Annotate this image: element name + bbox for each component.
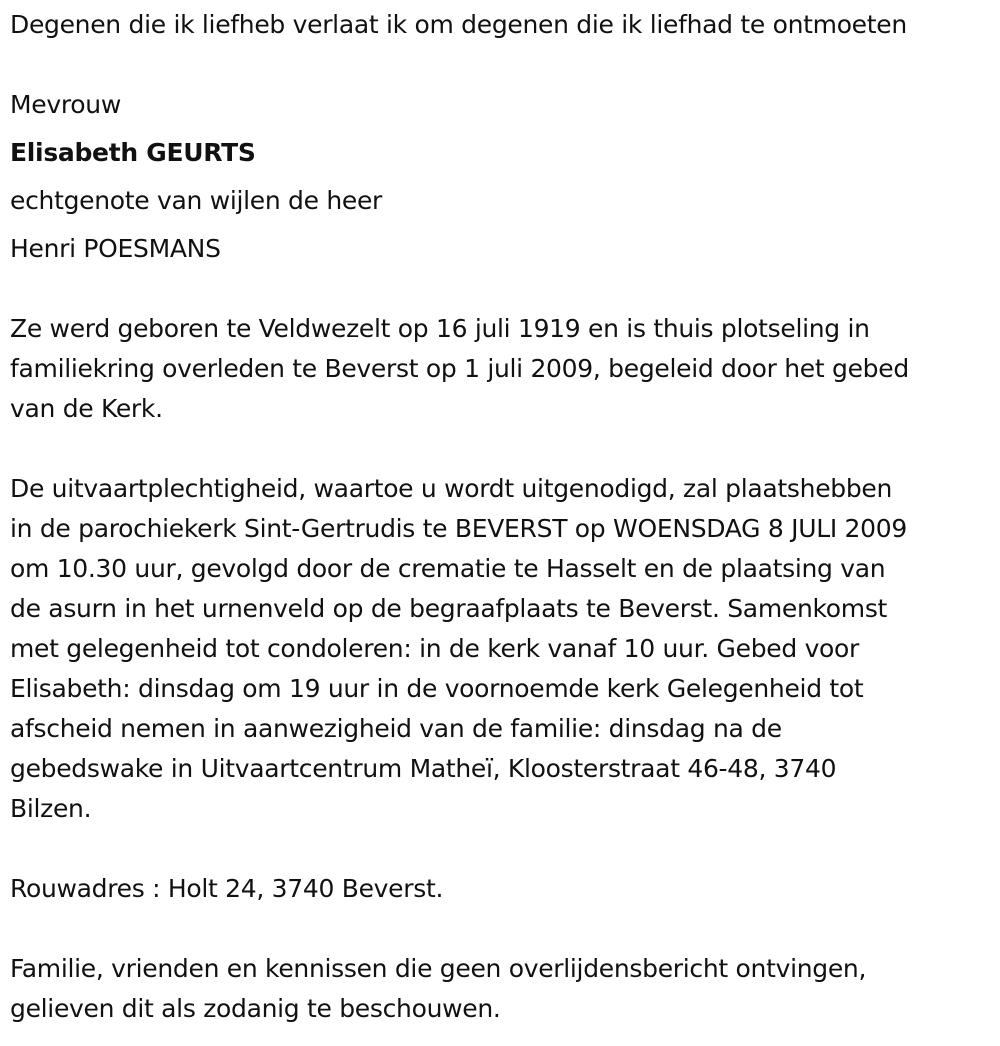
motto: Degenen die ik liefheb verlaat ik om degenen die ik liefhad te ontmoeten — [10, 10, 907, 39]
birth-death-paragraph — [10, 309, 995, 429]
closing-paragraph — [10, 949, 995, 1029]
paragraph-line: Familie, vrienden en kennissen die geen overlijdensbericht ontvingen, — [10, 954, 867, 983]
paragraph-line: gebedswake in Uitvaartcentrum Matheï, Kloosterstraat 46-48, 3740 — [10, 754, 837, 783]
deceased-name: Elisabeth GEURTS — [10, 138, 256, 167]
paragraph-line: familiekring overleden te Beverst op 1 juli 2009, begeleid door het gebed — [10, 354, 909, 383]
mourning-address: Rouwadres : Holt 24, 3740 Beverst. — [10, 874, 444, 903]
address-paragraph — [10, 869, 995, 909]
paragraph-line: met gelegenheid tot condoleren: in de kerk vanaf 10 uur. Gebed voor — [10, 634, 860, 663]
spouse-name: Henri POESMANS — [10, 234, 221, 263]
paragraph-line: Bilzen. — [10, 794, 92, 823]
ceremony-paragraph — [10, 469, 995, 829]
paragraph-line: De uitvaartplechtigheid, waartoe u wordt uitgenodigd, zal plaatshebben — [10, 474, 893, 503]
relation-text: echtgenote van wijlen de heer — [10, 186, 383, 215]
paragraph-line: gelieven dit als zodanig te beschouwen. — [10, 994, 501, 1023]
paragraph-line: de asurn in het urnenveld op de begraafplaats te Beverst. Samenkomst — [10, 594, 888, 623]
salutation: Mevrouw — [10, 90, 121, 119]
paragraph-line: om 10.30 uur, gevolgd door de crematie te Hasselt en de plaatsing van — [10, 554, 886, 583]
paragraph-line: afscheid nemen in aanwezigheid van de familie: dinsdag na de — [10, 714, 782, 743]
paragraph-line: Elisabeth: dinsdag om 19 uur in de voornoemde kerk Gelegenheid tot — [10, 674, 864, 703]
paragraph-line: van de Kerk. — [10, 394, 163, 423]
paragraph-line: in de parochiekerk Sint-Gertrudis te BEVERST op WOENSDAG 8 JULI 2009 — [10, 514, 907, 543]
paragraph-line: Ze werd geboren te Veldwezelt op 16 juli 1919 en is thuis plotseling in — [10, 314, 870, 343]
